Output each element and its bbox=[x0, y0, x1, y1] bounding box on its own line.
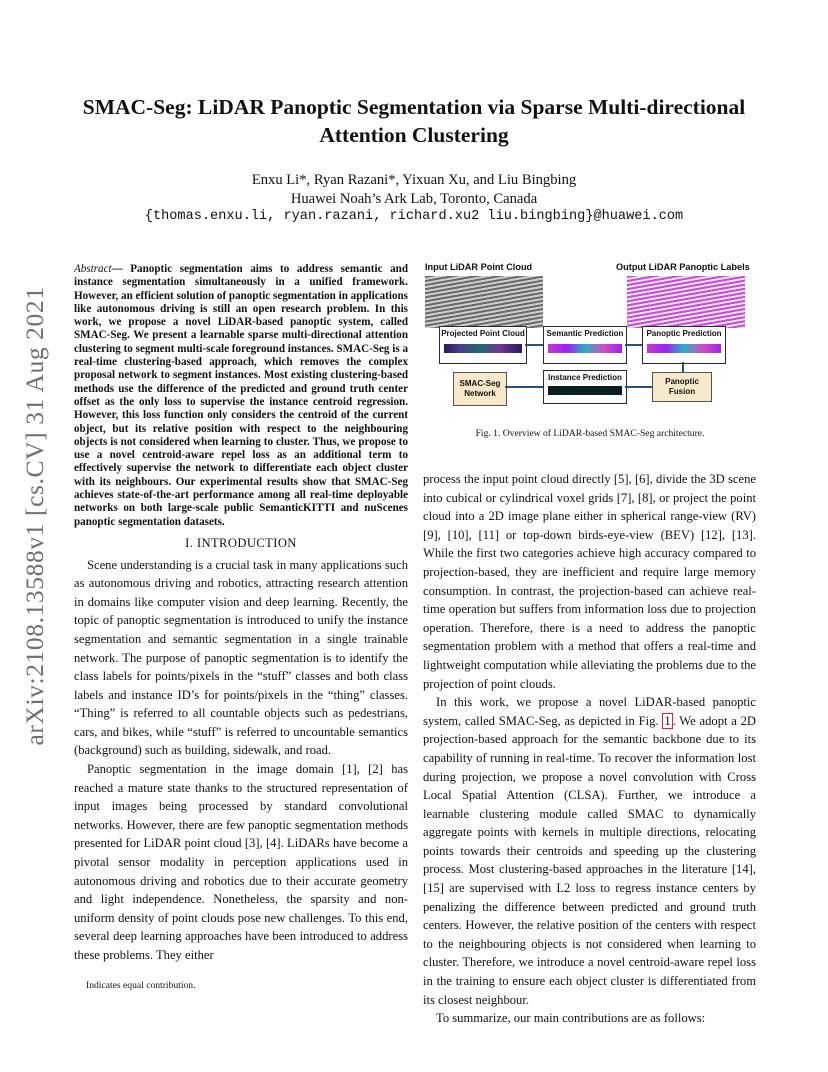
section-heading-introduction: I. INTRODUCTION bbox=[185, 535, 297, 550]
affiliation: Huawei Noah’s Ark Lab, Toronto, Canada bbox=[290, 191, 538, 207]
arrow-to-semantic bbox=[525, 344, 543, 346]
arrow-to-fusion bbox=[625, 386, 652, 388]
arxiv-id: arXiv:2108.13588v1 [cs.CV] 31 Aug 2021 bbox=[19, 286, 49, 746]
arrow-to-instance bbox=[505, 386, 543, 388]
panoptic-prediction-box bbox=[642, 326, 726, 364]
input-point-cloud-image bbox=[425, 276, 543, 328]
projected-point-cloud-box bbox=[439, 326, 527, 364]
left-column bbox=[74, 263, 408, 965]
paper-title: SMAC-Seg: LiDAR Panoptic Segmentation via Sparse Multi-directional Attention Clustering bbox=[82, 95, 746, 147]
figure-1-caption: Fig. 1. Overview of LiDAR-based SMAC-Seg architecture. bbox=[475, 428, 705, 439]
smac-seg-network-block bbox=[453, 372, 507, 406]
right-paragraph-3: To summarize, our main contributions are as follows: bbox=[436, 1011, 706, 1026]
intro-paragraph-1: Scene understanding is a crucial task in many applications such as autonomous driving and robotics, attracting research attention in domains like computer vision and deep learning. Recently, the topic of panoptic segmentation is introduced to unify the instance segmentation and semantic segmentation in a single trainable network. The purpose of panoptic segmentation is to identify the class labels for points/pixels in the “stuff” classes and both class labels and instance ID’s for points/pixels in the “thing” classes. “Thing” is referred to all countable objects such as pedestrians, cars, and bikes, while “stuff” is referred to uncountable semantics (background) such as building, sidewalk, and road. bbox=[74, 557, 408, 758]
right-paragraph-1: process the input point cloud directly [5], [6], divide the 3D scene into cubical or cylindrical voxel grids [7], [8], or project the point cloud into a 2D image plane either in spherical range-view (RV) [9], [10], [11] or top-down birds-eye-view (BEV) [12], [13]. While the first two categories achieve high accuracy compared to projection-based, they are inefficient and require large memory consumption. In contrast, the projection-based can achieve real-time operation but suffers from information loss due to projection operation. Therefore, there is a need to address the panoptic segmentation problem with a method that offers a real-time and lightweight computation while alleviating the problems due to the projection of point clouds. bbox=[423, 472, 756, 691]
intro-paragraph-2: Panoptic segmentation in the image domain [1], [2] has reached a mature state thanks to the structured representation of input images being processed by standard convolutional networks. However, there are few panoptic segmentation methods presented for LiDAR point cloud [3], [4]. LiDARs have become a pivotal sensor modality in perception applications used in autonomous driving and robotics due to their accurate geometry and light independence. Nonetheless, the sparsity and non-uniform density of point clouds pose new challenges. To this end, several deep learning approaches have been introduced to address these problems. They either bbox=[74, 762, 408, 962]
semantic-label: Semantic Prediction bbox=[546, 329, 624, 338]
semantic-prediction-box bbox=[543, 326, 627, 364]
projected-label: Projected Point Cloud bbox=[441, 329, 525, 338]
p2-text-after: . We adopt a 2D projection-based approach for the semantic backbone due to its capability of running in real-time. To recover the information lost during projection, we propose a novel convolution with Cross Local Spatial Attention (CLSA). Further, we introduce a learnable clustering module called SMAC to dynamically aggregate points with kernels in multiple directions, relocating points towards their centroids and speeding up the clustering process. Most clustering-based approaches in the literature [14], [15] are supervised with L2 loss to regress instance centers by penalizing the difference between predicted and ground truth centers. However, the relative position of the centers with respect to the neighbouring objects is not considered when learning to cluster. Therefore, we introduce a novel centroid-aware repel loss in the training to ensure each object cluster is differentiated from its closest neighbour. bbox=[423, 713, 756, 1007]
network-label: SMAC-Seg Network bbox=[459, 379, 501, 398]
abstract-label: Abstract bbox=[74, 263, 112, 275]
panoptic-fusion-block bbox=[652, 372, 712, 402]
emails: {thomas.enxu.li, ryan.razani, richard.xu2 liu.bingbing}@huawei.com bbox=[144, 209, 684, 224]
output-panoptic-image bbox=[627, 276, 745, 328]
instance-rv-image bbox=[548, 386, 622, 395]
figure-1 bbox=[423, 260, 757, 460]
projected-rv-image bbox=[444, 344, 522, 353]
instance-prediction-box bbox=[543, 370, 627, 404]
right-column bbox=[423, 470, 756, 1028]
p2-text-before: In this work, we propose a novel LiDAR-based panoptic system, called SMAC-Seg, as depicted in Fig. bbox=[423, 695, 756, 728]
semantic-rv-image bbox=[548, 344, 622, 353]
authors: Enxu Li*, Ryan Razani*, Yixuan Xu, and Liu Bingbing bbox=[251, 172, 577, 188]
arrow-fusion-up bbox=[682, 362, 684, 372]
arrow-to-panoptic bbox=[625, 344, 642, 346]
arxiv-watermark bbox=[12, 272, 57, 760]
abstract-text: — Panoptic segmentation aims to address semantic and instance segmentation simultaneously in a unified framework. However, an efficient solution of panoptic segmentation in applications like autonomous driving is still an open research problem. In this work, we propose a novel LiDAR-based panoptic system, called SMAC-Seg. We present a learnable sparse multi-directional attention clustering to segment multi-scale foreground instances. SMAC-Seg is a real-time clustering-based approach, which removes the complex proposal network to segment instances. Most existing clustering-based methods use the difference of the predicted and ground truth center offset as the only loss to supervise the instance centroid regression. However, this loss function only considers the centroid of the current object, but its relative position with respect to the neighbouring objects is not considered when learning to cluster. Thus, we propose to use a novel centroid-aware repel loss as an additional term to effectively supervise the network to differentiate each object cluster with its neighbours. Our experimental results show that SMAC-Seg achieves state-of-the-art performance among all real-time deployable networks on both large-scale public SemanticKITTI and nuScenes panoptic segmentation datasets. bbox=[74, 263, 408, 528]
fig-input-label: Input LiDAR Point Cloud bbox=[425, 262, 533, 272]
right-paragraph-2 bbox=[423, 693, 756, 1009]
footnote: Indicates equal contribution. bbox=[86, 980, 196, 991]
instance-label: Instance Prediction bbox=[548, 373, 622, 382]
fusion-label: Panoptic Fusion bbox=[665, 377, 699, 396]
panoptic-pred-label: Panoptic Prediction bbox=[646, 329, 722, 338]
fig-1-link[interactable]: 1 bbox=[664, 713, 671, 728]
panoptic-rv-image bbox=[647, 344, 721, 353]
fig-output-label: Output LiDAR Panoptic Labels bbox=[616, 262, 750, 272]
abstract bbox=[74, 263, 408, 529]
